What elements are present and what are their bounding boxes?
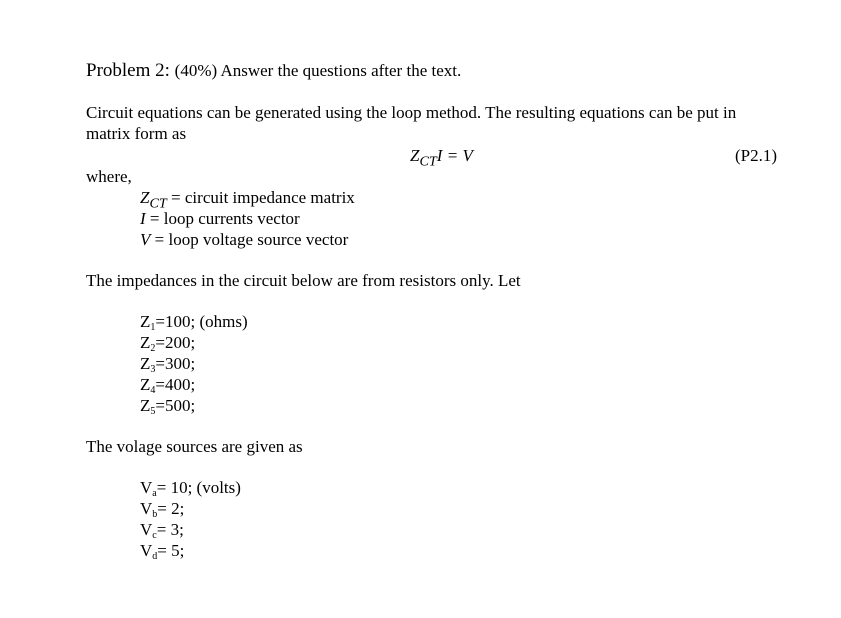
src-subscript: d [152, 551, 158, 562]
def-subscript: CT [149, 195, 167, 212]
where-label: where, [86, 167, 132, 186]
imp-subscript: 1 [150, 322, 156, 333]
problem-number: Problem 2: [86, 60, 170, 81]
eq-lhs-var: Z [410, 146, 420, 165]
src-symbol: V [140, 541, 153, 560]
def-text: = circuit impedance matrix [171, 188, 355, 207]
def-symbol: V [140, 230, 151, 249]
eq-lhs-var2: I [436, 146, 443, 165]
src-subscript: a [152, 488, 157, 499]
def-symbol: Z [140, 188, 150, 207]
imp-value: =300; [155, 354, 196, 373]
impedance-z5 [140, 396, 195, 422]
imp-symbol: Z [140, 354, 151, 373]
imp-subscript: 4 [150, 385, 156, 396]
definition-i [140, 209, 300, 229]
imp-subscript: 2 [150, 343, 156, 354]
src-symbol: V [140, 520, 153, 539]
src-symbol: V [140, 499, 153, 518]
imp-symbol: Z [140, 312, 151, 331]
imp-value: =400; [155, 375, 196, 394]
equation-p2-1 [410, 146, 473, 171]
sources-intro: The volage sources are given as [86, 437, 303, 456]
eq-rhs: = V [446, 146, 473, 165]
src-subscript: b [152, 509, 158, 520]
imp-value: =100; (ohms) [155, 312, 248, 331]
definition-v [140, 230, 348, 250]
src-symbol: V [140, 478, 153, 497]
problem-heading [86, 61, 461, 81]
imp-value: =500; [155, 396, 196, 415]
source-vd [140, 541, 184, 567]
intro-line-2: matrix form as [86, 124, 187, 143]
imp-symbol: Z [140, 396, 151, 415]
def-text: = loop currents vector [149, 209, 300, 228]
equation-label: (P2.1) [735, 146, 778, 165]
src-value: = 5; [157, 541, 185, 560]
src-value: = 10; (volts) [156, 478, 241, 497]
src-value: = 2; [157, 499, 185, 518]
imp-symbol: Z [140, 333, 151, 352]
imp-subscript: 3 [150, 364, 156, 375]
src-subscript: c [152, 530, 157, 541]
imp-value: =200; [155, 333, 196, 352]
src-value: = 3; [156, 520, 184, 539]
problem-weight: (40%) Answer the questions after the text. [174, 61, 462, 80]
impedance-intro: The impedances in the circuit below are from resistors only. Let [86, 271, 521, 290]
def-text: = loop voltage source vector [154, 230, 349, 249]
eq-lhs-sub: CT [419, 153, 437, 170]
def-symbol: I [140, 209, 146, 228]
imp-symbol: Z [140, 375, 151, 394]
intro-line-1: Circuit equations can be generated using the loop method. The resulting equations can be put in [86, 103, 737, 122]
imp-subscript: 5 [150, 406, 156, 417]
